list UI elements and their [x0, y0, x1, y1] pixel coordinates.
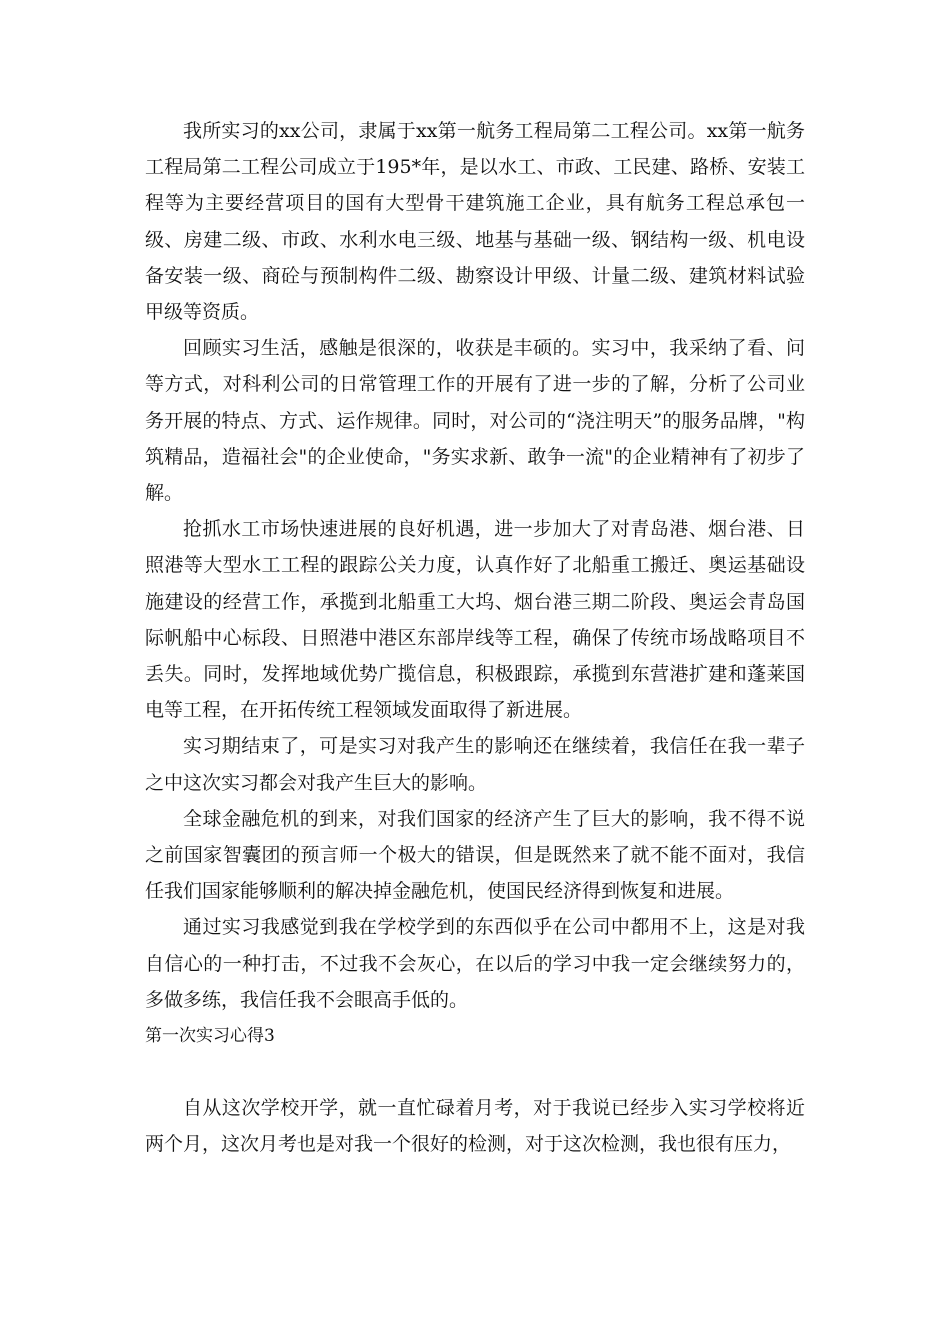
paragraph-reflection: 通过实习我感觉到我在学校学到的东西似乎在公司中都用不上，这是对我自信心的一种打击，不过我不会灰心，在以后的学习中我一定会继续努力的，多做多练，我信任我不会眼高手低的。 [145, 916, 805, 1011]
document-body [145, 113, 805, 1162]
paragraph-influence: 实习期结束了，可是实习对我产生的影响还在继续着，我信任在我一辈子之中这次实习都会对我产生巨大的影响。 [145, 735, 805, 794]
section-heading: 第一次实习心得3 [145, 1026, 275, 1047]
paragraph-review: 回顾实习生活，感触是很深的，收获是丰硕的。实习中，我采纳了看、问等方式，对科利公司的日常管理工作的开展有了进一步的了解，分析了公司业务开展的特点、方式、运作规律。同时，对公司的“浇注明天”的服务品牌，"构筑精品，造福社会"的企业使命，"务实求新、敢争一流"的企业精神有了初步了解。 [145, 337, 805, 505]
paragraph-company-intro: 我所实习的xx公司，隶属于xx第一航务工程局第二工程公司。xx第一航务工程局第二工程公司成立于195*年，是以水工、市政、工民建、路桥、安装工程等为主要经营项目的国有大型骨干建筑施工企业，具有航务工程总承包一级、房建二级、市政、水利水电三级、地基与基础一级、钢结构一级、机电设备安装一级、商砼与预制构件二级、勘察设计甲级、计量二级、建筑材料试验甲级等资质。 [145, 120, 805, 324]
blank-line [145, 1054, 805, 1090]
paragraph-monthly-exam: 自从这次学校开学，就一直忙碌着月考，对于我说已经步入实习学校将近两个月，这次月考也是对我一个很好的检测，对于这次检测，我也很有压力， [145, 1097, 805, 1156]
paragraph-financial-crisis: 全球金融危机的到来，对我们国家的经济产生了巨大的影响，我不得不说之前国家智囊团的预言师一个极大的错误，但是既然来了就不能不面对，我信任我们国家能够顺利的解决掉金融危机，使国民经济得到恢复和进展。 [145, 807, 805, 903]
paragraph-market: 抢抓水工市场快速进展的良好机遇，进一步加大了对青岛港、烟台港、日照港等大型水工工程的跟踪公关力度，认真作好了北船重工搬迁、奥运基础设施建设的经营工作，承揽到北船重工大坞、烟台港三期二阶段、奥运会青岛国际帆船中心标段、日照港中港区东部岸线等工程，确保了传统市场战略项目不丢失。同时，发挥地域优势广揽信息，积极跟踪，承揽到东营港扩建和蓬莱国电等工程，在开拓传统工程领域发面取得了新进展。 [145, 518, 805, 722]
